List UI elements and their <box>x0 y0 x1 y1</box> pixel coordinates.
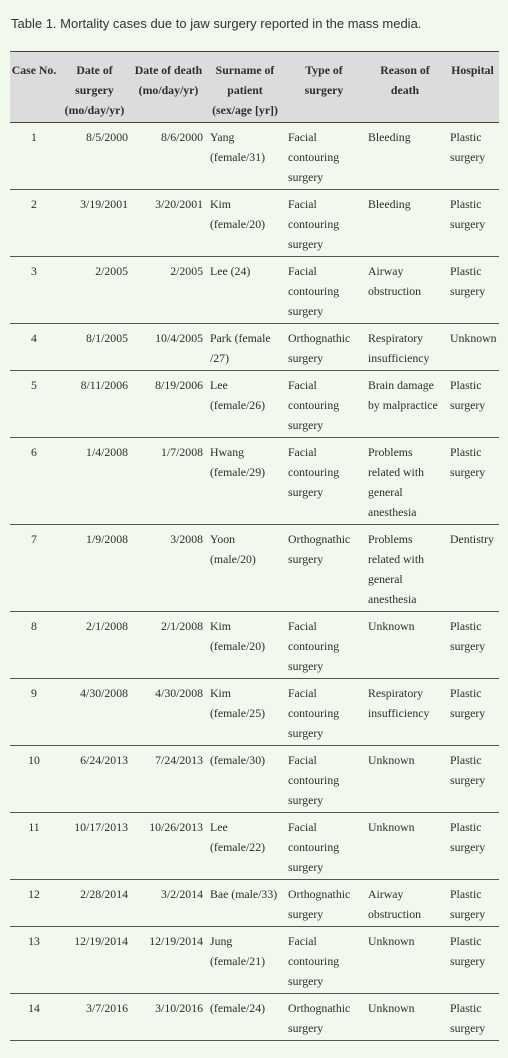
surgery-date-cell: 4/30/2008 <box>58 679 131 746</box>
table-row <box>10 612 499 679</box>
surgery-type-cell: Facial contouring surgery <box>284 679 364 746</box>
header-surname-of-patient: Surname of patient (sex/age [yr]) <box>206 52 284 123</box>
death-reason-cell: Bleeding <box>364 190 446 257</box>
case-no-cell: 13 <box>10 927 58 994</box>
death-reason-cell: Unknown <box>364 927 446 994</box>
death-date-cell: 8/6/2000 <box>131 123 206 190</box>
case-no-cell: 3 <box>10 257 58 324</box>
patient-cell: Kim (female/25) <box>206 679 284 746</box>
header-reason-of-death: Reason of death <box>364 52 446 123</box>
surgery-date-cell: 1/9/2008 <box>58 525 131 612</box>
surgery-type-cell: Orthognathic surgery <box>284 525 364 612</box>
hospital-cell: Plastic surgery <box>446 746 499 813</box>
patient-cell: Yang (female/31) <box>206 123 284 190</box>
surgery-date-cell: 1/4/2008 <box>58 438 131 525</box>
surgery-date-cell: 2/1/2008 <box>58 612 131 679</box>
surgery-type-cell: Orthognathic surgery <box>284 880 364 927</box>
table-row <box>10 123 499 190</box>
surgery-type-cell: Facial contouring surgery <box>284 438 364 525</box>
death-reason-cell: Unknown <box>364 813 446 880</box>
death-date-cell: 8/19/2006 <box>131 371 206 438</box>
patient-cell: Jung (female/21) <box>206 927 284 994</box>
death-date-cell: 10/4/2005 <box>131 324 206 371</box>
case-no-cell: 5 <box>10 371 58 438</box>
death-reason-cell: Unknown <box>364 746 446 813</box>
header-hospital: Hospital <box>446 52 499 123</box>
death-date-cell: 7/24/2013 <box>131 746 206 813</box>
surgery-type-cell: Facial contouring surgery <box>284 371 364 438</box>
death-date-cell: 12/19/2014 <box>131 927 206 994</box>
hospital-cell: Unknown <box>446 324 499 371</box>
surgery-type-cell: Facial contouring surgery <box>284 612 364 679</box>
case-no-cell: 8 <box>10 612 58 679</box>
death-reason-cell: Bleeding <box>364 123 446 190</box>
death-reason-cell: Unknown <box>364 612 446 679</box>
hospital-cell: Plastic surgery <box>446 679 499 746</box>
surgery-type-cell: Facial contouring surgery <box>284 123 364 190</box>
header-date-of-surgery: Date of surgery (mo/day/yr) <box>58 52 131 123</box>
case-no-cell: 11 <box>10 813 58 880</box>
death-reason-cell: Airway obstruction <box>364 257 446 324</box>
patient-cell: Bae (male/33) <box>206 880 284 927</box>
surgery-type-cell: Facial contouring surgery <box>284 190 364 257</box>
table-row <box>10 927 499 994</box>
case-no-cell: 9 <box>10 679 58 746</box>
death-date-cell: 3/2/2014 <box>131 880 206 927</box>
table-row <box>10 371 499 438</box>
hospital-cell: Plastic surgery <box>446 438 499 525</box>
surgery-type-cell: Orthognathic surgery <box>284 324 364 371</box>
death-reason-cell: Problems related with general anesthesia <box>364 525 446 612</box>
table-header-row <box>10 52 499 123</box>
table-row <box>10 813 499 880</box>
case-no-cell: 14 <box>10 994 58 1041</box>
patient-cell: Yoon (male/20) <box>206 525 284 612</box>
surgery-type-cell: Orthognathic surgery <box>284 994 364 1041</box>
hospital-cell: Plastic surgery <box>446 927 499 994</box>
table-row <box>10 324 499 371</box>
header-type-of-surgery: Type of surgery <box>284 52 364 123</box>
surgery-date-cell: 12/19/2014 <box>58 927 131 994</box>
surgery-date-cell: 8/11/2006 <box>58 371 131 438</box>
death-date-cell: 3/20/2001 <box>131 190 206 257</box>
death-reason-cell: Unknown <box>364 994 446 1041</box>
table-caption: Table 1. Mortality cases due to jaw surgery reported in the mass media. <box>11 16 422 31</box>
patient-cell: Park (female /27) <box>206 324 284 371</box>
surgery-date-cell: 2/2005 <box>58 257 131 324</box>
surgery-date-cell: 10/17/2013 <box>58 813 131 880</box>
death-reason-cell: Brain damage by malpractice <box>364 371 446 438</box>
case-no-cell: 2 <box>10 190 58 257</box>
case-no-cell: 12 <box>10 880 58 927</box>
death-date-cell: 4/30/2008 <box>131 679 206 746</box>
case-no-cell: 1 <box>10 123 58 190</box>
patient-cell: Hwang (female/29) <box>206 438 284 525</box>
table-row <box>10 438 499 525</box>
hospital-cell: Plastic surgery <box>446 123 499 190</box>
surgery-date-cell: 3/7/2016 <box>58 994 131 1041</box>
hospital-cell: Plastic surgery <box>446 190 499 257</box>
patient-cell: Lee (female/22) <box>206 813 284 880</box>
header-date-of-death: Date of death (mo/day/yr) <box>131 52 206 123</box>
case-no-cell: 7 <box>10 525 58 612</box>
patient-cell: (female/24) <box>206 994 284 1041</box>
hospital-cell: Plastic surgery <box>446 612 499 679</box>
patient-cell: Lee (female/26) <box>206 371 284 438</box>
header-case-no: Case No. <box>10 52 58 123</box>
death-reason-cell: Respiratory insufficiency <box>364 679 446 746</box>
death-date-cell: 10/26/2013 <box>131 813 206 880</box>
case-no-cell: 6 <box>10 438 58 525</box>
death-date-cell: 3/2008 <box>131 525 206 612</box>
hospital-cell: Dentistry <box>446 525 499 612</box>
death-reason-cell: Airway obstruction <box>364 880 446 927</box>
surgery-date-cell: 6/24/2013 <box>58 746 131 813</box>
hospital-cell: Plastic surgery <box>446 813 499 880</box>
death-date-cell: 2/2005 <box>131 257 206 324</box>
surgery-date-cell: 8/1/2005 <box>58 324 131 371</box>
death-reason-cell: Respiratory insufficiency <box>364 324 446 371</box>
table-row <box>10 746 499 813</box>
surgery-type-cell: Facial contouring surgery <box>284 746 364 813</box>
case-no-cell: 4 <box>10 324 58 371</box>
table-body <box>10 123 499 1041</box>
hospital-cell: Plastic surgery <box>446 880 499 927</box>
death-reason-cell: Problems related with general anesthesia <box>364 438 446 525</box>
death-date-cell: 2/1/2008 <box>131 612 206 679</box>
hospital-cell: Plastic surgery <box>446 371 499 438</box>
surgery-date-cell: 3/19/2001 <box>58 190 131 257</box>
patient-cell: Lee (24) <box>206 257 284 324</box>
death-date-cell: 1/7/2008 <box>131 438 206 525</box>
patient-cell: Kim (female/20) <box>206 190 284 257</box>
hospital-cell: Plastic surgery <box>446 257 499 324</box>
table-row <box>10 525 499 612</box>
patient-cell: Kim (female/20) <box>206 612 284 679</box>
patient-cell: (female/30) <box>206 746 284 813</box>
surgery-date-cell: 8/5/2000 <box>58 123 131 190</box>
table-row <box>10 880 499 927</box>
hospital-cell: Plastic surgery <box>446 994 499 1041</box>
death-date-cell: 3/10/2016 <box>131 994 206 1041</box>
case-no-cell: 10 <box>10 746 58 813</box>
table-row <box>10 190 499 257</box>
table-row <box>10 257 499 324</box>
table-row <box>10 679 499 746</box>
surgery-type-cell: Facial contouring surgery <box>284 257 364 324</box>
surgery-type-cell: Facial contouring surgery <box>284 813 364 880</box>
surgery-type-cell: Facial contouring surgery <box>284 927 364 994</box>
surgery-date-cell: 2/28/2014 <box>58 880 131 927</box>
table-row <box>10 994 499 1041</box>
mortality-table <box>10 51 499 1041</box>
